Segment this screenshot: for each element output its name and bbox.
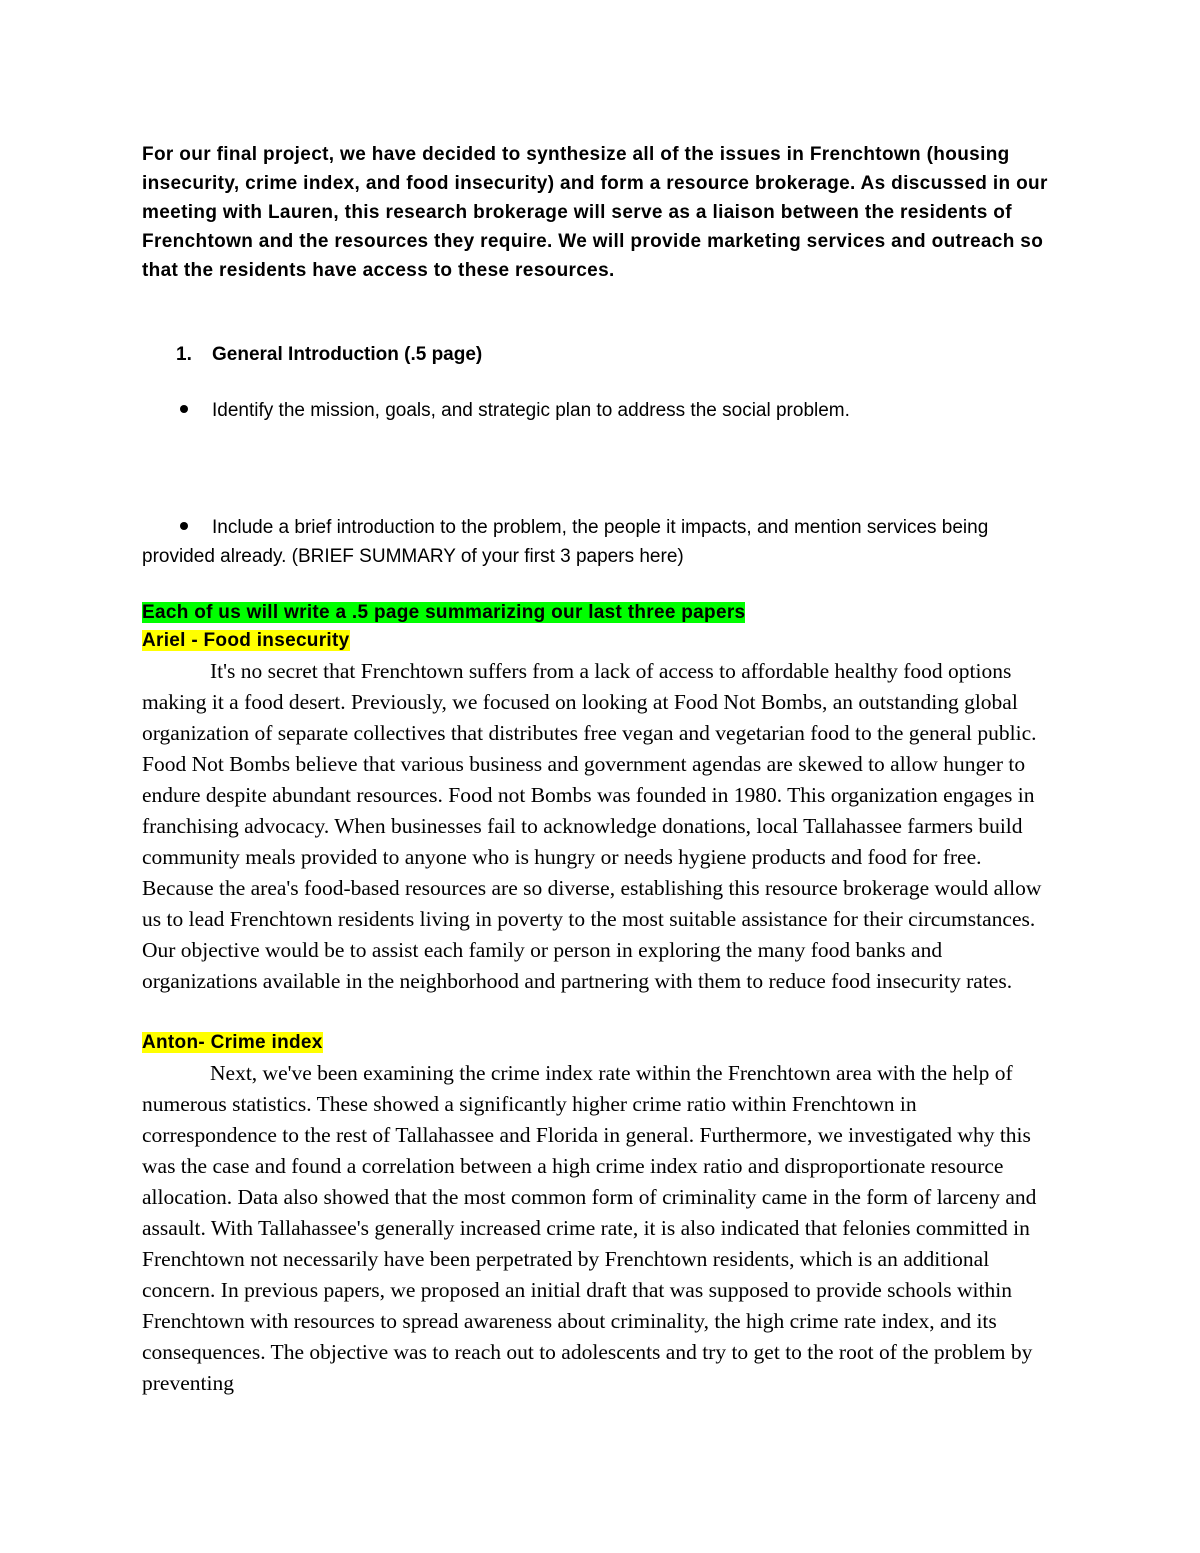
bullet-item-mission — [176, 396, 850, 425]
green-highlight-text: Each of us will write a .5 page summarizing our last three papers — [142, 602, 746, 623]
yellow-highlight-text: Anton- Crime index — [142, 1032, 323, 1053]
ariel-heading — [142, 627, 350, 654]
anton-heading — [142, 1029, 323, 1056]
ariel-paragraph: It's no secret that Frenchtown suffers from a lack of access to affordable healthy food options making it a food desert. Previously, we focused on looking at Food Not Bombs, an outstanding global organization of separate collectives that distributes free vegan and vegetarian food to the general public. Food Not Bombs believe that various business and government agendas are skewed to allow hunger to endure despite abundant resources. Food not Bombs was founded in 1980. This organization engages in franchising advocacy. When businesses fail to acknowledge donations, local Tallahassee farmers build community meals provided to anyone who is hungry or needs hygiene products and food for free. Because the area's food-based resources are so diverse, establishing this resource brokerage would allow us to lead Frenchtown residents living in poverty to the most suitable assistance for their circumstances. Our objective would be to assist each family or person in exploring the many food banks and organizations available in the neighborhood and partnering with them to reduce food insecurity rates. — [142, 659, 1042, 993]
intro-paragraph: For our final project, we have decided to synthesize all of the issues in Frenchtown (housing insecurity, crime index, and food insecurity) and form a resource brokerage. As discussed in our meeting with Lauren, this research brokerage will serve as a liaison between the residents of Frenchtown and the resources they require. We will provide marketing services and outreach so that the residents have access to these resources. — [142, 144, 1048, 281]
section-general-introduction — [176, 340, 482, 369]
yellow-highlight-text: Ariel - Food insecurity — [142, 630, 350, 651]
section-number: 1. — [176, 344, 192, 365]
bullet-dot-icon — [176, 513, 212, 542]
anton-paragraph: Next, we've been examining the crime index rate within the Frenchtown area with the help of numerous statistics. These showed a significantly higher crime ratio within Frenchtown in correspondence to the rest of Tallahassee and Florida in general. Furthermore, we investigated why this was the case and found a correlation between a high crime index ratio and disproportionate resource allocation. Data also showed that the most common form of criminality came in the form of larceny and assault. With Tallahassee's generally increased crime rate, it is also indicated that felonies committed in Frenchtown not necessarily have been perpetrated by Frenchtown residents, which is an additional concern. In previous papers, we proposed an initial draft that was supposed to provide schools within Frenchtown with resources to spread awareness about criminality, the high crime rate index, and its consequences. The objective was to reach out to adolescents and try to get to the root of the problem by preventing — [142, 1061, 1037, 1395]
bullet-dot-icon — [176, 396, 212, 425]
section-title: General Introduction (.5 page) — [212, 344, 483, 365]
bullet-text: Identify the mission, goals, and strategic plan to address the social problem. — [212, 400, 850, 421]
bullet-text: Include a brief introduction to the problem, the people it impacts, and mention services being provided already. (BRIEF SUMMARY of your first 3 papers here) — [142, 517, 989, 567]
assignment-heading — [142, 599, 745, 626]
bullet-item-introduction — [142, 513, 1062, 571]
